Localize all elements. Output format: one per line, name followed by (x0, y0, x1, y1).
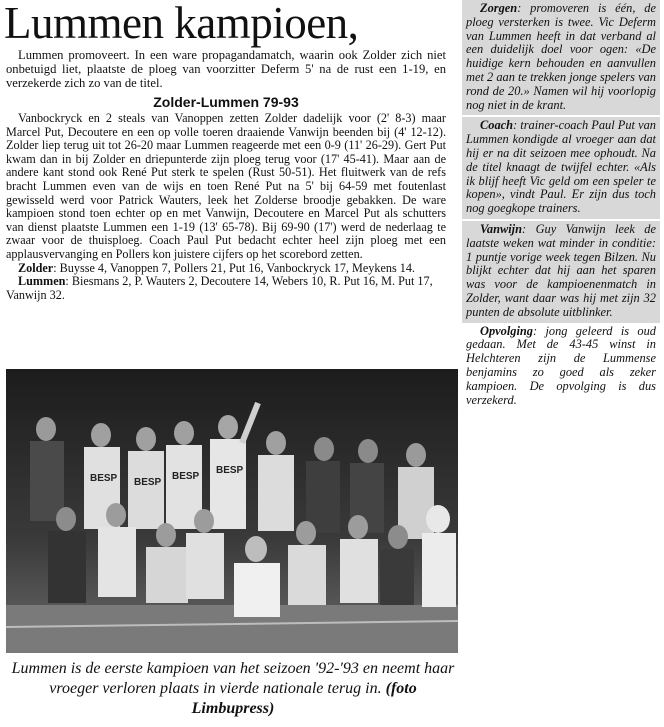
sidebar-text: : jong geleerd is oud gedaan. Met de 43-45 winst in Helchteren zijn de Lummense benjamins zo goed als zeker kampioen. De opvolging is dus verzekerd. (466, 323, 656, 407)
sidebar-item-zorgen (462, 0, 660, 115)
sidebar-item-coach (462, 117, 660, 219)
lineup-zolder (6, 262, 446, 276)
jersey-text: BESP (172, 471, 200, 482)
sidebar-text: : Guy Vanwijn leek de laatste weken wat minder in conditie: 1 puntje vorige week tegen Bilzen. Nu blijkt echter dat hij aan het sparen was voor de kampioenenmatch in Zolder, want daar was hij met zijn 32 punten de absolute uitblinker. (466, 221, 656, 319)
match-title: Zolder-Lummen 79-93 (153, 94, 299, 110)
jersey-text: BESP (90, 473, 118, 484)
headline: Lummen kampioen, (4, 0, 359, 48)
photo-credit: (foto Limbupress) (191, 680, 417, 717)
sidebar-text: : promoveren is één, de ploeg versterken is twee. Vic Deferm van Lummen heeft in dat verband al een duidelijk doel voor ogen: «De huidige kern behouden en aanvullen met 2 aan te trekken jonge spelers van rond de 20.» Namen wil hij voorlopig nog niet in de krant. (466, 1, 656, 112)
sidebar-lead: Coach (480, 118, 514, 133)
team-name: Lummen (18, 274, 66, 289)
photo-caption (8, 659, 458, 719)
jersey-text: BESP (216, 465, 244, 476)
team-photo-image (6, 369, 458, 653)
match-report: Vanbockryck en 2 steals van Vanoppen zetten Zolder dadelijk voor (2' 8-3) maar Marcel Put, Decoutere en een op volle toeren draaiende Vanwijn beenden bij (4' 12-12). Zolder liep terug uit tot 26-20 maar Lummen reageerde met een 0-9 (11' 26-29). Gert Put kwam dan in bij Zolder en driepunterde zijn ploeg terug voor (17' 45-41). Maar aan de andere kant stond ook René Put sterk te spelen (Rust 50-51). Het fluitwerk van de refs bracht Lummen even van de wijs en toen René Put na 5' bij 64-59 met foutenlast gewisseld werd voor Patrick Wauters, leek het Zolderse broodje gebakken. De ware kampioen stond toen echter op en met Vanwijn, Decoutere en Marcel Put als schutters van dienst plaatste Lummen een 1-19 (13' 65-78). Bij 69-90 (17') werd de nederlaag te zwaar voor de thuisploeg. Coach Paul Put bedacht echter heel zijn ploeg met een applausvervanging en Pollers kon juistere cijfers op het scorebord zetten. (6, 111, 446, 261)
jersey-text: BESP (134, 477, 162, 488)
players: : Biesmans 2, P. Wauters 2, Decoutere 14, Webers 10, R. Put 16, M. Put 17, Vanwijn 32. (6, 274, 433, 302)
lineup-lummen (6, 275, 446, 302)
caption-text: Lummen is de eerste kampioen van het seizoen '92-'93 en neemt haar vroeger verloren plaats in vierde nationale terug in. (11, 660, 455, 697)
intro-paragraph: Lummen promoveert. In een ware propagandamatch, waarin ook Zolder zich niet onbetuigd liet, plaatste de ploeg van voorzitter Deferm 5' na de rust een 1-19, en verzekerde zich zo van de titel. (6, 48, 446, 90)
team-photo (6, 369, 458, 653)
sidebar-lead: Vanwijn (480, 221, 523, 236)
sidebar-item-opvolging (462, 325, 660, 408)
sidebar-lead: Opvolging (480, 323, 534, 338)
sidebar-item-vanwijn (462, 221, 660, 323)
team-name: Zolder (18, 260, 54, 275)
article-body (6, 48, 446, 302)
players: : Buysse 4, Vanoppen 7, Pollers 21, Put 16, Vanbockryck 17, Meykens 14. (53, 260, 415, 275)
sidebar-column (462, 0, 660, 407)
sidebar-lead: Zorgen (480, 1, 518, 15)
sidebar-text: : trainer-coach Paul Put van Lummen kondigde al vroeger aan dat hij er na dit seizoen mee ophoudt. Na de titel knaagt de twijfel echter. «Als ik blijf heeft Vic geld om een speler te kopen», vindt Paul. Er zijn dus toch nog goegkope trainers. (466, 118, 656, 216)
